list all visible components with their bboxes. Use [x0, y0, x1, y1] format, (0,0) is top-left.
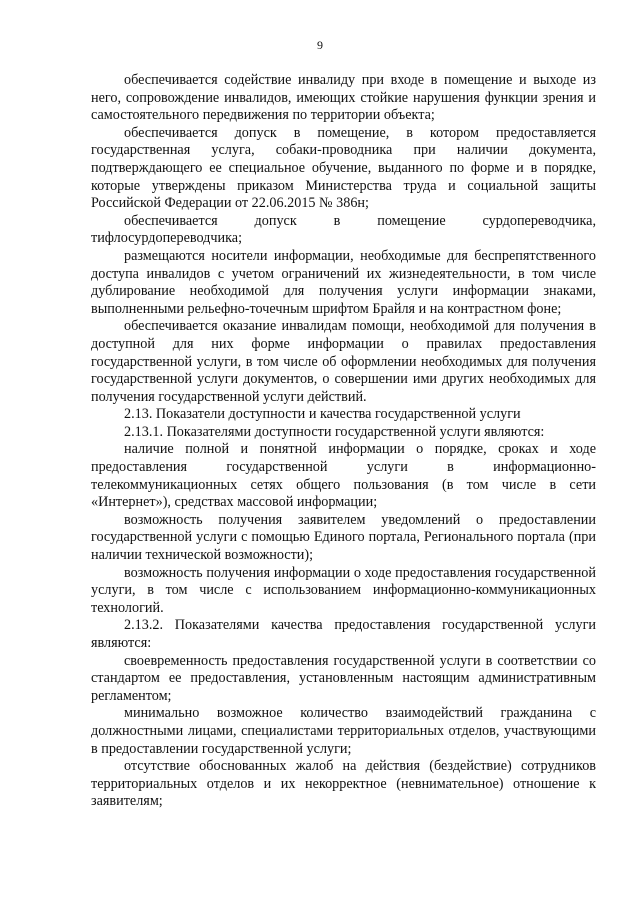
paragraph: возможность получения информации о ходе предоставления государственной услуги, в том числе с использованием информационно-коммуникационных технологий. [91, 564, 596, 616]
paragraph: минимально возможное количество взаимодействий гражданина с должностными лицами, специалистами территориальных отделов, участвующими в предоставлении государственной услуги; [91, 705, 596, 757]
paragraph: отсутствие обоснованных жалоб на действия (бездействие) сотрудников территориальных отделов и их некорректное (невнимательное) отношение к заявителям; [91, 758, 596, 810]
section-heading: 2.13. Показатели доступности и качества государственной услуги [124, 406, 521, 423]
paragraph: наличие полной и понятной информации о порядке, сроках и ходе предоставления государственной услуги в информационно-телекоммуникационных сетях общего пользования (в том числе в сети «Интернет»), средствах массовой информации; [91, 441, 596, 511]
paragraph: размещаются носители информации, необходимые для беспрепятственного доступа инвалидов с учетом ограничений их жизнедеятельности, в том числе дублирование необходимой для получения услуги информации знаками, выполненными рельефно-точечным шрифтом Брайля и на контрастном фоне; [91, 247, 596, 317]
subsection-heading: 2.13.1. Показателями доступности государственной услуги являются: [124, 423, 545, 440]
paragraph: своевременность предоставления государственной услуги в соответствии со стандартом ее предоставления, установленным настоящим административным регламентом; [91, 652, 596, 704]
page-number: 9 [317, 38, 323, 52]
paragraph: возможность получения заявителем уведомлений о предоставлении государственной услуги с помощью Единого портала, Регионального портала (при наличии технической возможности); [91, 511, 596, 564]
paragraph: обеспечивается допуск в помещение сурдопереводчика, тифлосурдопереводчика; [91, 212, 596, 247]
paragraph: обеспечивается допуск в помещение, в котором предоставляется государственная услуга, собаки-проводника при наличии документа, подтверждающего ее специальное обучение, выданного по форме и в порядке, которые утверждены приказом Министерства труда и социальной защиты Российской Федерации от 22.06.2015 № 386н; [91, 124, 596, 212]
subsection-heading: 2.13.2. Показателями качества предоставления государственной услуги являются: [91, 617, 596, 651]
document-body [91, 72, 596, 811]
paragraph: обеспечивается содействие инвалиду при входе в помещение и выходе из него, сопровождение инвалидов, имеющих стойкие нарушения функции зрения и самостоятельного передвижения по территории объекта; [91, 72, 596, 124]
paragraph: обеспечивается оказание инвалидам помощи, необходимой для получения в доступной для них форме информации о правилах предоставления государственной услуги, в том числе об оформлении необходимых для получения государственной услуги документов, о совершении ими других необходимых для получения государственной услуги действий. [91, 318, 596, 405]
